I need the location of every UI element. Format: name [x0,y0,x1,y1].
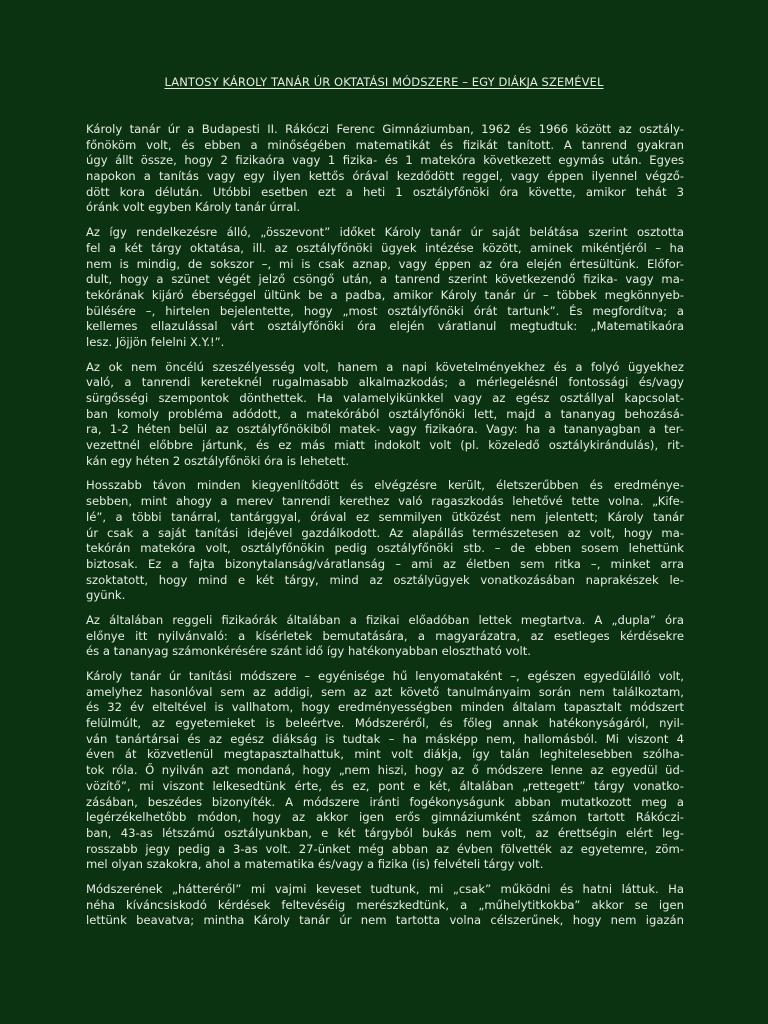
text-line: lettünk beavatva; mintha Károly tanár úr nem tartotta volna célszerűnek, hogy nem igazán [86,913,684,928]
text-line: bülésére –, hirtelen bejelentette, hogy „most osztályfőnöki órát tartunk”. És megfordítva; a [86,303,684,318]
text-line: éven át közvetlenül megtapasztalhattuk, mint volt diákja, így talán leghitelesebben szólha- [86,747,684,762]
text-line: tekórának kijáró éberséggel ültünk be a padba, amikor Károly tanár úr – többek megkönnyeb- [86,287,684,302]
text-line: lesz. Jöjjön felelni X.Y.!”. [86,334,225,349]
text-line: Az így rendelkezésre álló, „összevont” időket Károly tanár úr saját belátása szerint osztotta [86,225,684,240]
text-line: óránk volt egyben Károly tanár úrral. [86,200,301,215]
text-line: gyünk. [86,588,126,603]
paragraph [86,478,684,604]
text-line: dult, hogy a szünet végét jelző csöngő után, a tanrend szerint következendő fizika- vagy ma- [86,272,684,287]
paragraph [86,122,684,216]
text-line: és 32 év elteltével is vallhatom, hogy eredményességben minden általam tapasztalt módszert [86,700,684,715]
text-line: Károly tanár úr tanítási módszere – egyénisége hű lenyomataként –, egészen egyedülálló volt, [86,669,684,683]
text-line: ban, 43-as létszámú osztályunkban, e két tárgyból bukás nem volt, az érettségin elért leg- [86,825,684,840]
paragraph [86,360,684,470]
text-line: Az ok nem öncélú szeszélyesség volt, hanem a napi követelményekhez és a folyó ügyekhez [86,359,684,374]
paragraph [86,613,684,660]
text-line: sürgősségi szempontok dönthettek. Ha valamelyikünkkel vagy az egész osztállyal kapcsolat- [86,391,684,405]
text-line: lé”, a többi tanárral, tantárggyal, órával ez semmilyen ütközést nem jelentett; Károly tanár [86,509,684,524]
text-line: néha kíváncsiskodó kérdések feltevéséig merészkedtünk, a „műhelytitkokba” akkor se igen [86,897,684,912]
text-line: szoktatott, hogy mind e két tárgy, mind az osztályügyek vonatkozásában naprakészek le- [86,572,684,587]
text-line: legérzékelhetőbb módon, hogy az akkor igen erős gimnáziumként számon tartott Rákóczi- [86,810,684,825]
text-line: amelyhez hasonlóval sem az addigi, sem az azt követő tanulmányaim során nem találkoztam, [86,684,684,699]
text-line: fel a két tárgy oktatása, ill. az osztályfőnöki ügyek intézése között, aminek mikéntjéről – ha [86,240,684,255]
paragraph [86,225,684,351]
text-line: kán egy héten 2 osztályfőnöki óra is lehetett. [86,453,350,468]
text-line: Károly tanár úr a Budapesti II. Rákóczi Ferenc Gimnáziumban, 1962 és 1966 között az osztály- [86,122,684,136]
text-line: felülmúlt, az egyetemieket is beleértve. Módszeréről, és főleg annak hatékonyságáról, nyil- [86,716,684,731]
text-line: vözítő”, mi viszont lelkesedtünk érte, és ez, pont e két, általában „rettegett” tárgy vonatko- [86,778,684,793]
text-line: Módszerének „hátteréről” mi vajmi keveset tudtunk, mi „csak” működni és hatni láttuk. Ha [86,881,684,896]
text-line: való, a tanrendi kereteknél rugalmasabb alkalmazkodás; a mérlegelésnél fontossági és/vagy [86,375,684,390]
text-line: rosszabb jegy pedig a 3-as volt. 27-ünket még abban az évben fölvették az egyetemre, zöm- [86,841,684,856]
text-line: mel olyan szakokra, ahol a matematika és/vagy a fizika (is) felvételi tárgy volt. [86,857,544,872]
text-line: dött kora délután. Utóbbi esetben ezt a heti 1 osztályfőnöki óra követte, amikor tehát 3 [86,184,684,199]
text-line: ban komoly probléma adódott, a matekórából osztályfőnöki lett, majd a tananyag behozásá- [86,406,684,421]
text-line: tekórán matekóra volt, osztályfőnökin pedig osztályfőnöki stb. – de ebben sosem lehettünk [86,541,684,556]
text-line: napokon a tanítás vagy egy ilyen kettős órával kezdődött reggel, vagy éppen ilyennel végző- [86,169,684,184]
text-line: tok róla. Ő nyilván azt mondaná, hogy „nem hiszi, hogy az ő módszere lenne az egyedül üd- [86,763,684,778]
text-line: előnye itt nyilvánvaló: a kísérletek bemutatására, a magyarázatra, az esetleges kérdésekre [86,628,684,643]
text-line: sebben, mint ahogy a merev tanrendi kerethez való ragaszkodás lehetővé tette volna. „Kife- [86,494,684,509]
text-line: úr csak a saját tanítási idejével gazdálkodott. Az alapállás természetesen az volt, hogy ma- [86,525,684,540]
text-line: kellemes ellazulással várt osztályfőnöki óra elején váratlanul megtudtuk: „Matematikaóra [86,319,684,334]
text-line: ra, 1-2 héten belül az osztályfőnökiből matek- vagy fizikaóra. Vagy: ha a tananyagban a ter- [86,422,684,437]
paragraph [86,882,684,929]
text-line: zásában, beszédes bizonyíték. A módszere iránti fogékonyságunk abban mutatkozott meg a [86,794,684,809]
text-line: Hosszabb távon minden kiegyenlítődött és elvégzésre került, életszerűbben és eredménye- [86,478,684,493]
document-body [86,122,684,938]
text-line: nem is mindig, de sokszor –, mi is csak aznap, vagy éppen az óra elején értesültünk. Előfor- [86,256,684,271]
text-line: és a tananyag számonkérésére szánt idő így hatékonyabban elosztható volt. [86,644,531,659]
text-line: vezettnél előbbre jártunk, és ez más miatt indokolt volt (pl. közeledő osztálykirándulás), rit- [86,438,684,453]
text-line: úgy állt össze, hogy 2 fizikaóra vagy 1 fizika- és 1 matekóra következett egymás után. Egyes [86,153,684,168]
text-line: biztosak. Ez a fajta bizonytalanság/váratlanság – ami az életben sem ritka –, minket arra [86,556,684,571]
text-line: főnököm volt, és ebben a minőségében matematikát és fizikát tanított. A tanrend gyakran [86,137,684,152]
text-line: Az általában reggeli fizikaórák általában a fizikai előadóban lettek megtartva. A „dupla” óra [86,612,684,627]
document-title: LANTOSY KÁROLY TANÁR ÚR OKTATÁSI MÓDSZERE – EGY DIÁKJA SZEMÉVEL [164,75,604,89]
text-line: ván tanártársai és az egész diákság is tudtak – ha másképp nem, hallomásból. Mi viszont 4 [86,731,684,746]
paragraph [86,669,684,873]
